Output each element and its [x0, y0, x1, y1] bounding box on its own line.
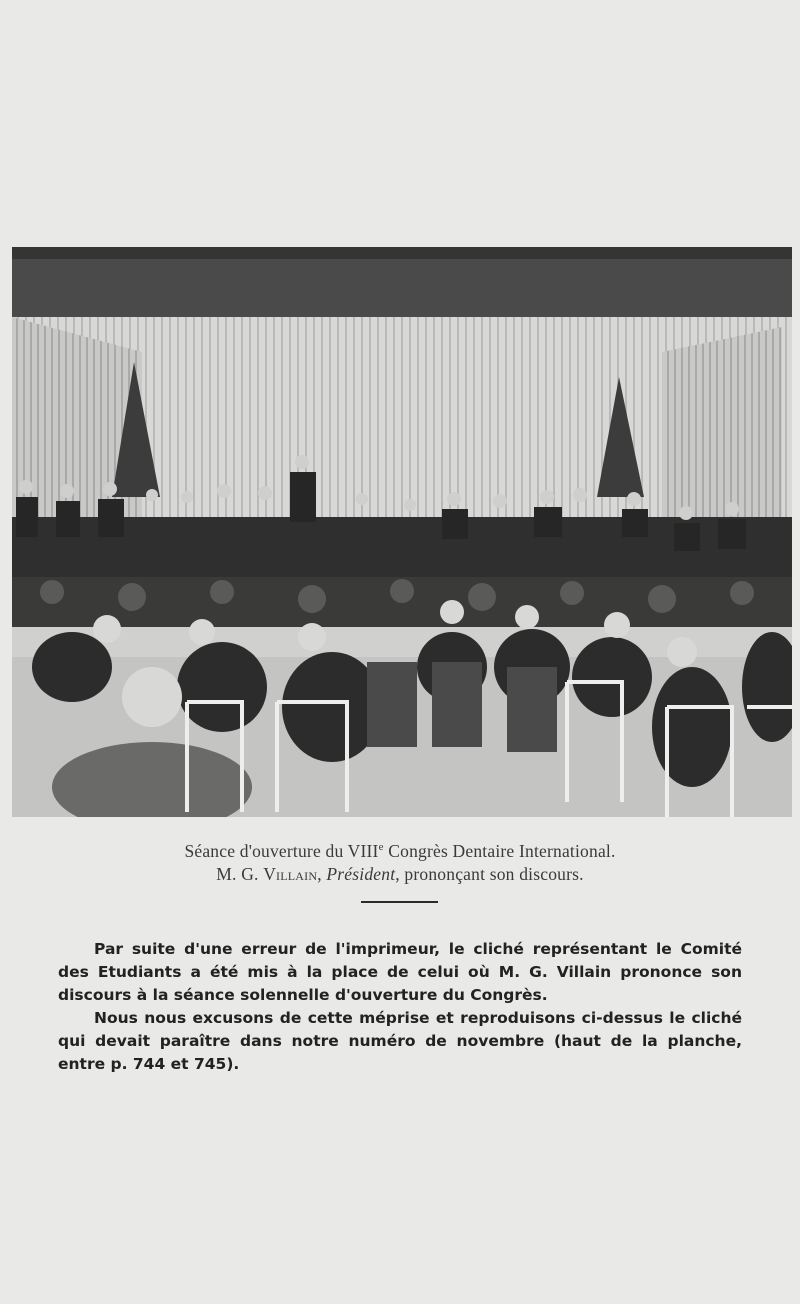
caption-superscript: e: [378, 841, 384, 854]
divider-rule: [361, 901, 438, 903]
caption-rest: , prononçant son discours.: [395, 864, 584, 884]
note-paragraph-1: Par suite d'une erreur de l'imprimeur, le cliché représentant le Comité des Etudiants a été mis à la place de celui où M. G. Villain prononce son discours à la séance solennelle d'ouverture du Congrès.: [58, 940, 742, 1004]
photograph: [12, 247, 792, 817]
caption-line-1: [0, 841, 800, 862]
erratum-note: [58, 938, 742, 1076]
caption-comma: ,: [317, 864, 327, 884]
caption-name-prefix: M. G.: [216, 864, 264, 884]
caption-name: Villain: [263, 864, 318, 884]
caption-text: Séance d'ouverture du VIII: [184, 841, 379, 861]
caption-title: Président: [326, 864, 396, 884]
note-paragraph-2: Nous nous excusons de cette méprise et reproduisons ci-dessus le cliché qui devait paraître dans notre numéro de novembre (haut de la planche, entre p. 744 et 745).: [58, 1009, 742, 1073]
photograph-opening-session-image: [12, 247, 792, 817]
caption-line-2: [0, 864, 800, 885]
caption-text: Congrès Dentaire International.: [383, 841, 616, 861]
